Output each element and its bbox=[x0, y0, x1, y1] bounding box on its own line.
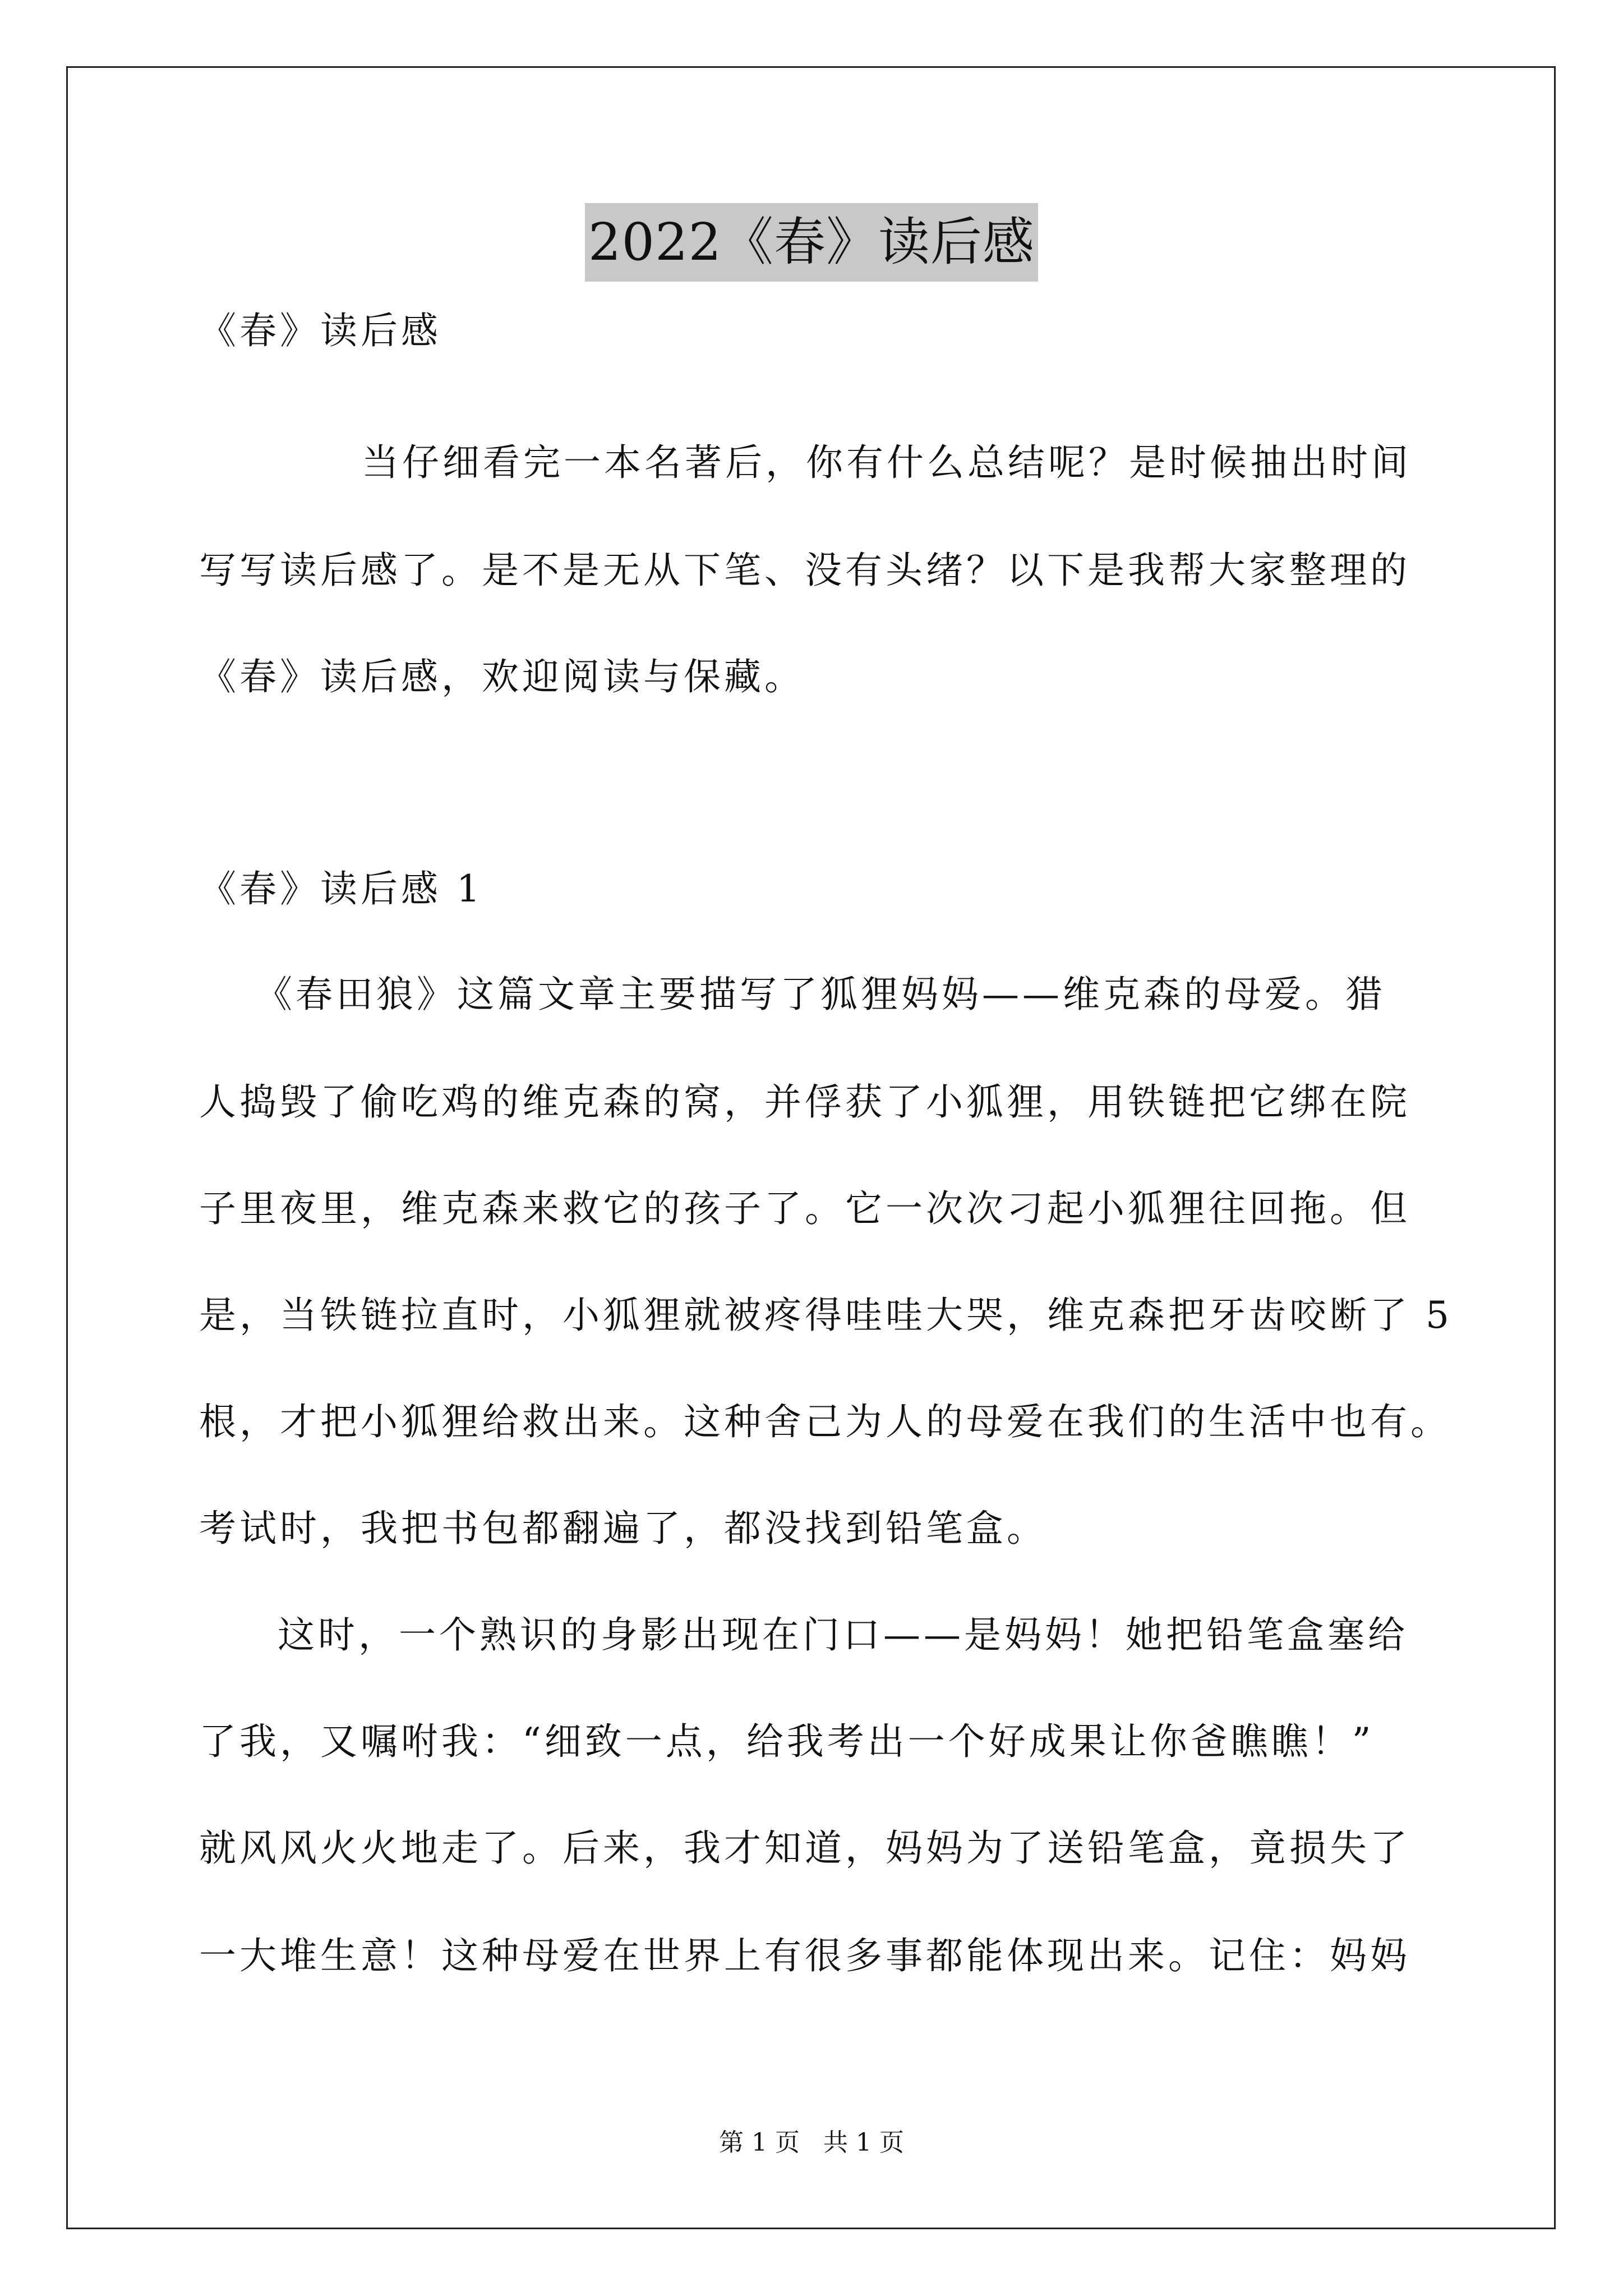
page-number: 第 1 页 bbox=[719, 2128, 800, 2157]
text-line: 写写读后感了。是不是无从下笔、没有头绪？以下是我帮大家整理的 bbox=[199, 549, 1410, 592]
text-line: 考试时，我把书包都翻遍了，都没找到铅笔盒。 bbox=[199, 1507, 1047, 1550]
text-line: 《春》读后感 1 bbox=[199, 867, 483, 910]
text-line: 根，才把小狐狸给救出来。这种舍己为人的母爱在我们的生活中也有。 bbox=[199, 1400, 1451, 1443]
text-line: 就风风火火地走了。后来，我才知道，妈妈为了送铅笔盒，竟损失了 bbox=[199, 1826, 1410, 1870]
title-container bbox=[0, 203, 1623, 282]
text-line: 子里夜里，维克森来救它的孩子了。它一次次刁起小狐狸往回拖。但 bbox=[199, 1187, 1410, 1230]
text-line: 了我，又嘱咐我：“细致一点，给我考出一个好成果让你爸瞧瞧！” bbox=[199, 1720, 1375, 1763]
text-line: 当仔细看完一本名著后，你有什么总结呢？是时候抽出时间 bbox=[362, 441, 1412, 484]
page-total: 共 1 页 bbox=[823, 2128, 904, 2157]
text-line: 一大堆生意！这种母爱在世界上有很多事都能体现出来。记住：妈妈 bbox=[199, 1934, 1410, 1977]
page-footer bbox=[0, 2126, 1623, 2160]
text-line: 《春田狼》这篇文章主要描写了狐狸妈妈——维克森的母爱。猎 bbox=[255, 973, 1386, 1016]
text-line: 这时，一个熟识的身影出现在门口——是妈妈！她把铅笔盒塞给 bbox=[278, 1613, 1408, 1657]
text-line: 是，当铁链拉直时，小狐狸就被疼得哇哇大哭，维克森把牙齿咬断了 5 bbox=[199, 1294, 1453, 1337]
text-line: 《春》读后感 bbox=[199, 309, 441, 352]
document-title: 2022《春》读后感 bbox=[585, 203, 1038, 282]
page-border bbox=[66, 66, 1556, 2229]
text-line: 《春》读后感，欢迎阅读与保藏。 bbox=[199, 655, 805, 698]
text-line: 人捣毁了偷吃鸡的维克森的窝，并俘获了小狐狸，用铁链把它绑在院 bbox=[199, 1080, 1410, 1124]
